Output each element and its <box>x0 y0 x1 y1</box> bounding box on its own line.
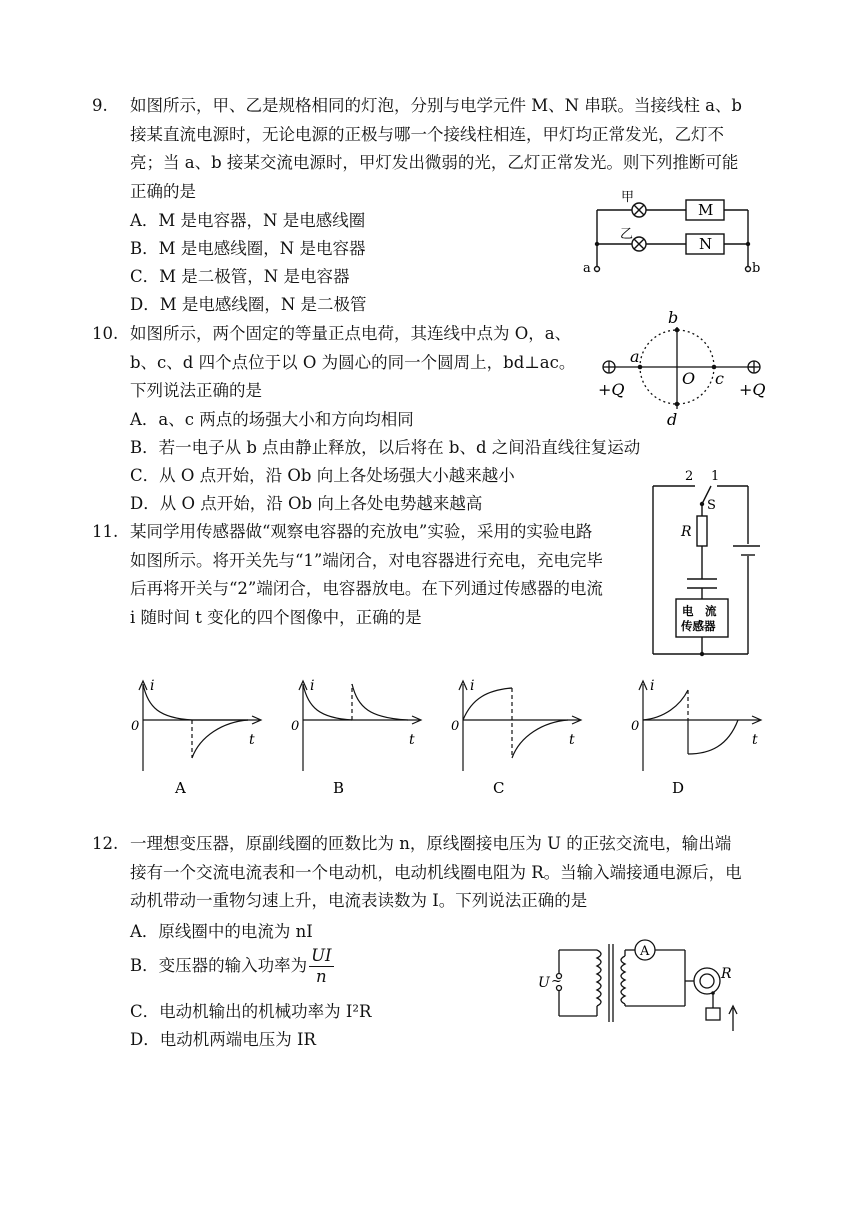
charge-left: +Q <box>598 380 625 399</box>
option-c[interactable]: C．电动机输出的机械功率为 I²R <box>130 1002 372 1021</box>
motor-r: R <box>721 966 732 982</box>
label-yi: 乙 <box>620 227 634 242</box>
fraction-numerator: UI <box>311 946 332 965</box>
q10-charges-figure <box>594 305 774 430</box>
stem-line: i 随时间 t 变化的四个图像中，正确的是 <box>130 607 422 627</box>
sensor-label-2: 传感器 <box>681 619 716 633</box>
stem-line: 如图所示。将开关先与“1”端闭合，对电容器进行充电，充电完毕 <box>130 550 603 570</box>
stem-line: 某同学用传感器做“观察电容器的充放电”实验，采用的实验电路 <box>130 522 593 541</box>
stem-line: 动机带动一重物匀速上升，电流表读数为 I。下列说法正确的是 <box>130 891 588 910</box>
question-number: 10. <box>92 324 119 343</box>
option-d[interactable]: D．M 是电感线圈，N 是二极管 <box>130 295 367 314</box>
stem-line: 下列说法正确的是 <box>130 381 262 400</box>
stem-line: 一理想变压器，原副线圈的匝数比为 n，原线圈接电压为 U 的正弦交流电，输出端 <box>130 834 732 853</box>
option-c[interactable]: C．从 O 点开始，沿 Ob 向上各处场强大小越来越小 <box>130 466 515 485</box>
point-b: b <box>668 308 679 327</box>
graph-d[interactable] <box>628 676 768 801</box>
question-stem <box>130 518 603 632</box>
option-a[interactable]: A．a、c 两点的场强大小和方向均相同 <box>130 410 414 429</box>
stem-line: 接有一个交流电流表和一个电动机，电动机线圈电阻为 R。当输入端接通电源后，电 <box>130 862 742 882</box>
point-a: a <box>630 347 640 366</box>
fraction <box>309 946 333 987</box>
stem-line: 如图所示，两个固定的等量正点电荷，其连线中点为 O，a、 <box>130 324 572 343</box>
graph-label: D <box>672 779 685 797</box>
resistor-r: R <box>681 524 692 540</box>
y-axis-label: i <box>310 678 315 694</box>
y-axis-label: i <box>150 678 155 694</box>
ammeter-a: A <box>640 944 650 959</box>
option-b-text: B．变压器的输入功率为 <box>130 956 308 975</box>
origin-label: 0 <box>291 719 300 734</box>
x-axis-label: t <box>249 732 255 748</box>
option-a[interactable]: A．原线圈中的电流为 nI <box>130 922 313 941</box>
option-d[interactable]: D．电动机两端电压为 IR <box>130 1030 316 1049</box>
graph-label: A <box>175 779 186 797</box>
ac-symbol: ~ <box>551 974 562 989</box>
question-number: 12. <box>92 834 119 853</box>
option-d[interactable]: D．从 O 点开始，沿 Ob 向上各处电势越来越高 <box>130 494 483 513</box>
terminal-1: 1 <box>711 469 720 484</box>
stem-line: 接某直流电源时，无论电源的正极与哪一个接线柱相连，甲灯均正常发光，乙灯不 <box>130 124 724 144</box>
y-axis-label: i <box>650 678 655 694</box>
fraction-denominator: n <box>316 967 327 986</box>
x-axis-label: t <box>569 732 575 748</box>
terminal-a: a <box>583 261 591 276</box>
option-b[interactable]: B．若一电子从 b 点由静止释放，以后将在 b、d 之间沿直线往复运动 <box>130 438 641 457</box>
graph-c[interactable] <box>448 676 588 801</box>
stem-line: 如图所示，甲、乙是规格相同的灯泡，分别与电学元件 M、N 串联。当接线柱 a、b <box>130 96 742 115</box>
switch-s: S <box>707 498 716 513</box>
origin-label: 0 <box>631 719 640 734</box>
terminal-b: b <box>752 261 761 276</box>
option-c[interactable]: C．M 是二极管，N 是电容器 <box>130 267 350 286</box>
q12-transformer-figure <box>535 938 745 1033</box>
option-a[interactable]: A．M 是电容器，N 是电感线圈 <box>130 211 366 230</box>
point-c: c <box>715 369 724 388</box>
label-m: M <box>698 201 714 219</box>
stem-line: 正确的是 <box>130 181 196 201</box>
graph-label: C <box>493 779 505 797</box>
label-jia: 甲 <box>621 190 635 205</box>
charge-right: +Q <box>739 380 766 399</box>
q11-circuit-figure <box>645 466 760 661</box>
question-stem <box>130 320 575 406</box>
x-axis-label: t <box>409 732 415 748</box>
y-axis-label: i <box>470 678 475 694</box>
question-11 <box>92 518 652 638</box>
sensor-label-1: 电 流 <box>682 604 717 618</box>
graph-a[interactable] <box>128 676 268 801</box>
point-o: O <box>682 369 696 388</box>
stem-line: 亮；当 a、b 接某交流电源时，甲灯发出微弱的光，乙灯正常发光。则下列推断可能 <box>130 153 739 172</box>
origin-label: 0 <box>131 719 140 734</box>
question-number: 11. <box>92 522 119 541</box>
stem-line: b、c、d 四个点位于以 O 为圆心的同一个圆周上，bd⊥ac。 <box>130 352 576 372</box>
stem-line: 后再将开关与“2”端闭合，电容器放电。在下列通过传感器的电流 <box>130 579 603 598</box>
origin-label: 0 <box>451 719 460 734</box>
voltage-u: U <box>538 975 550 991</box>
graph-label: B <box>333 779 345 797</box>
question-stem <box>130 830 742 916</box>
x-axis-label: t <box>752 732 758 748</box>
label-n: N <box>699 235 713 253</box>
option-b[interactable] <box>130 946 334 987</box>
question-number: 9. <box>92 96 108 115</box>
graph-b[interactable] <box>288 676 428 801</box>
terminal-2: 2 <box>685 469 694 484</box>
q9-circuit-figure <box>580 188 765 283</box>
point-d: d <box>667 410 678 429</box>
option-b[interactable]: B．M 是电感线圈，N 是电容器 <box>130 239 366 258</box>
